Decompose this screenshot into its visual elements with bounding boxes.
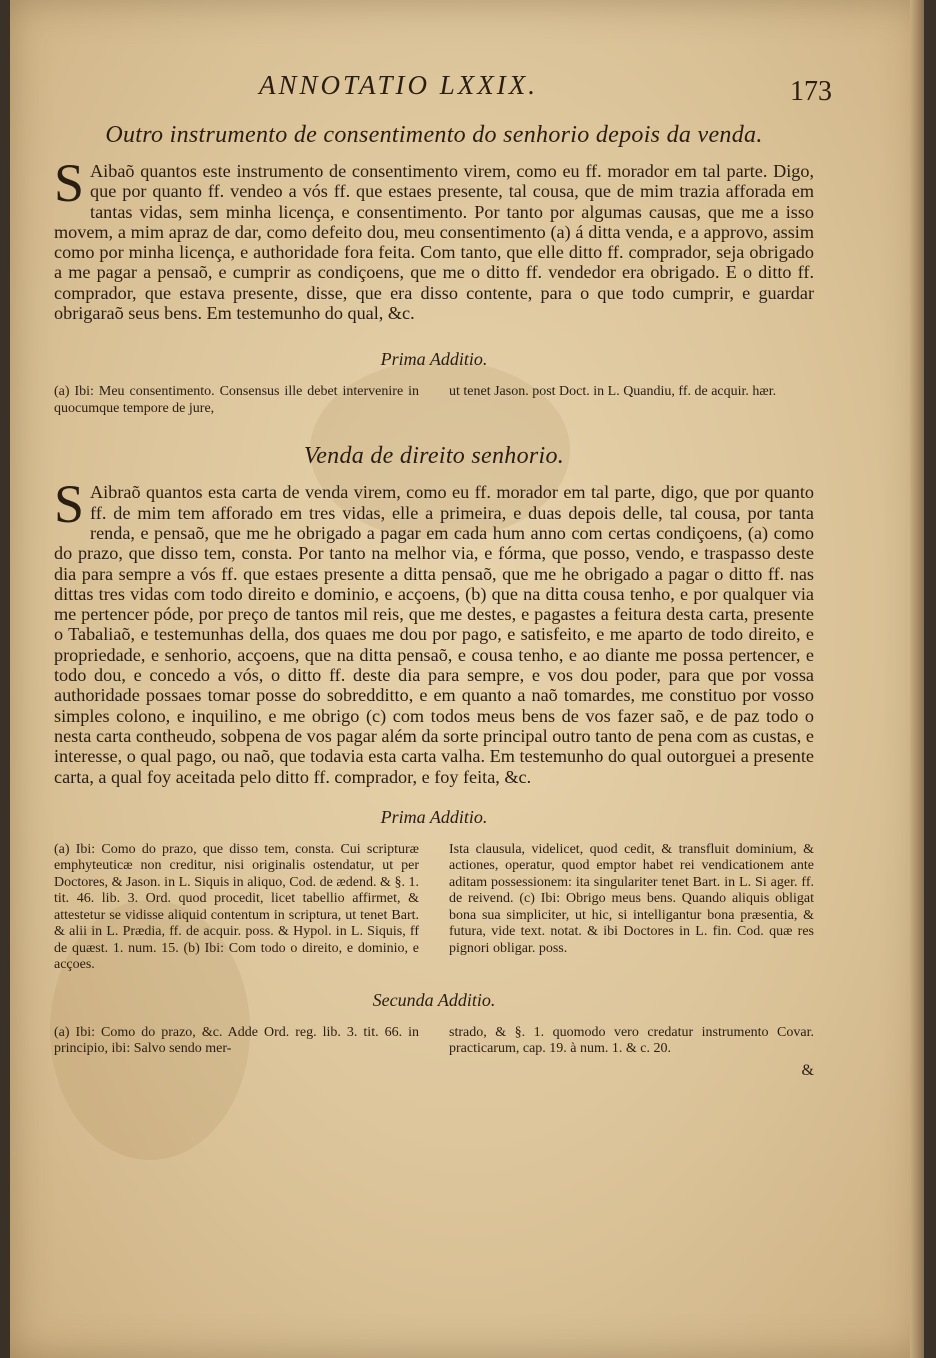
running-header (54, 70, 832, 107)
book-page (10, 0, 924, 1358)
section-heading-2: Venda de direito senhorio. (303, 443, 565, 470)
drop-cap: S (54, 474, 85, 535)
addition-title-3: Secunda Additio. (372, 989, 496, 1010)
section-heading-1: Outro instrumento de consentimento do senhorio depois da venda. (105, 122, 763, 148)
footnotes-1 (54, 384, 814, 417)
page-content (54, 70, 832, 1080)
page-gutter (910, 0, 924, 1358)
section-body-2 (54, 474, 814, 787)
footnote-col-left: (a) Ibi: Meu consentimento. Consensus ille debet intervenire in quocumque tempore de jure, (54, 384, 419, 416)
footnote-col-right: ut tenet Jason. post Doct. in L. Quandiu, ff. de acquir. hær. (449, 384, 777, 400)
section-body-1 (54, 153, 814, 324)
footnote-col-right: strado, & §. 1. quomodo vero credatur instrumento Covar. practicarum, cap. 19. à num. 1. & c. 20. (449, 1024, 814, 1057)
running-title: ANNOTATIO LXXIX. (259, 70, 539, 100)
footnotes-3 (54, 1025, 814, 1058)
addition-title-1: Prima Additio. (380, 349, 488, 370)
addition-title-2: Prima Additio. (380, 806, 488, 827)
drop-cap: S (54, 153, 85, 213)
footnote-col-left: (a) Ibi: Como do prazo, &c. Adde Ord. reg. lib. 3. tit. 66. in principio, ibi: Salvo sendo mer- (54, 1024, 419, 1057)
section-text-2: Aibraõ quantos esta carta de venda virem, como eu ff. morador em tal parte, digo, que por quanto ff. de mim tem afforado em tres vidas, elle a primeira, e duas depois delle, tal cousa, por tanta renda, e pensaõ, que me he obrigado a pagar em cada hum anno com certas condiçoens, (a) como do prazo, que disso tem, consta. Por tanto na melhor via, e fórma, que posso, vendo, e traspasso deste dia para sempre a vós ff. que estaes presente a ditta pensaõ, que me he obrigado a pagar o ditto ff. nas dittas tres vidas com todo direito e dominio, e acçoens, (b) que na ditta cousa tenho, e por qualquer via me pertencer póde, por preço de tantos mil reis, que me destes, e pagastes a feitura desta carta, presente o Tabaliaõ, e testemunhas della, dos quaes me dou por pago, e satisfeito, e me aparto de todo direito, e propriedade, e senhorio, acçoens, que na ditta pensaõ, e cousa tenho, e ao diante me possa pertencer, e todo dou, e concedo a vós, o ditto ff. deste dia para sempre, e vos dou poder, para que por vossa authoridade possaes tomar posse do sobredditto, e em quanto a naõ tomardes, me constituo por vosso simples colono, e inquilino, e me obrigo (c) com todos meus bens de vos fazer saõ, e de paz todo o nesta carta contheudo, sobpena de vos pagar além da sorte principal outro tanto de pena com as custas, e interesse, o qual pago, ou naõ, que todavia esta carta valha. Em testemunho do qual outorguei a presente carta, a qual foy aceitada pelo ditto ff. comprador, e foy feita, &c. (54, 482, 814, 787)
section-text-1: Aibaõ quantos este instrumento de consentimento virem, como eu ff. morador em tal parte. Digo, que por quanto ff. vendeo a vós ff. que estaes presente, tal cousa, que de mim trazia afforada em tantas vidas, sem minha licença, e consentimento. Por tanto por algumas causas, que me a isso movem, a mim apraz de dar, como defeito dou, meu consentimento (a) á ditta venda, e a approvo, assim como por minha licença, e authoridade fora feita. Com tanto, que elle ditto ff. comprador, seja obrigado a me pagar a pensaõ, e cumprir as condiçoens, que me o ditto ff. vendedor era obrigado. E o ditto ff. comprador, que estava presente, disse, que era disso contente, para o que todo cumprir, e guardar obrigaraõ seus bens. Em testemunho do qual, &c. (54, 161, 814, 324)
footnotes-2 (54, 842, 814, 974)
page-number: 173 (790, 76, 832, 107)
catchword: & (801, 1061, 814, 1079)
footnote-col-right: Ista clausula, videlicet, quod cedit, & transfluit dominium, & actiones, operatur, quod emptor habet rei vendicationem ante aditam possessionem: ita singulariter tenet Bart. in L. Si ager. ff. de reivend. (c) Ibi: Obrigo meus bens. Quando aliquis obligat bona sua simpliciter, ut hic, si intelligantur bona præsentia, & futura, vide text. notat. & ibi Doctores in L. fin. Cod. quæ res pignori obligar. poss. (449, 841, 814, 956)
footnote-col-left: (a) Ibi: Como do prazo, que disso tem, consta. Cui scripturæ emphyteuticæ non creditur, nisi originalis ostendatur, ut per Doctores, & Jason. in L. Siquis in aliquo, Cod. de ædend. & §. 1. tit. 46. lib. 3. Ord. quod procedit, licet tabellio affirmet, & attestetur se vidisse aliquid contentum in scriptura, ut tenet Bart. & alii in L. Prædia, ff. de acquir. poss. & Hypol. in L. Siquis, ff de quæst. 1. num. 15. (b) Ibi: Com todo o direito, e dominio, e acçoes. (54, 841, 419, 973)
